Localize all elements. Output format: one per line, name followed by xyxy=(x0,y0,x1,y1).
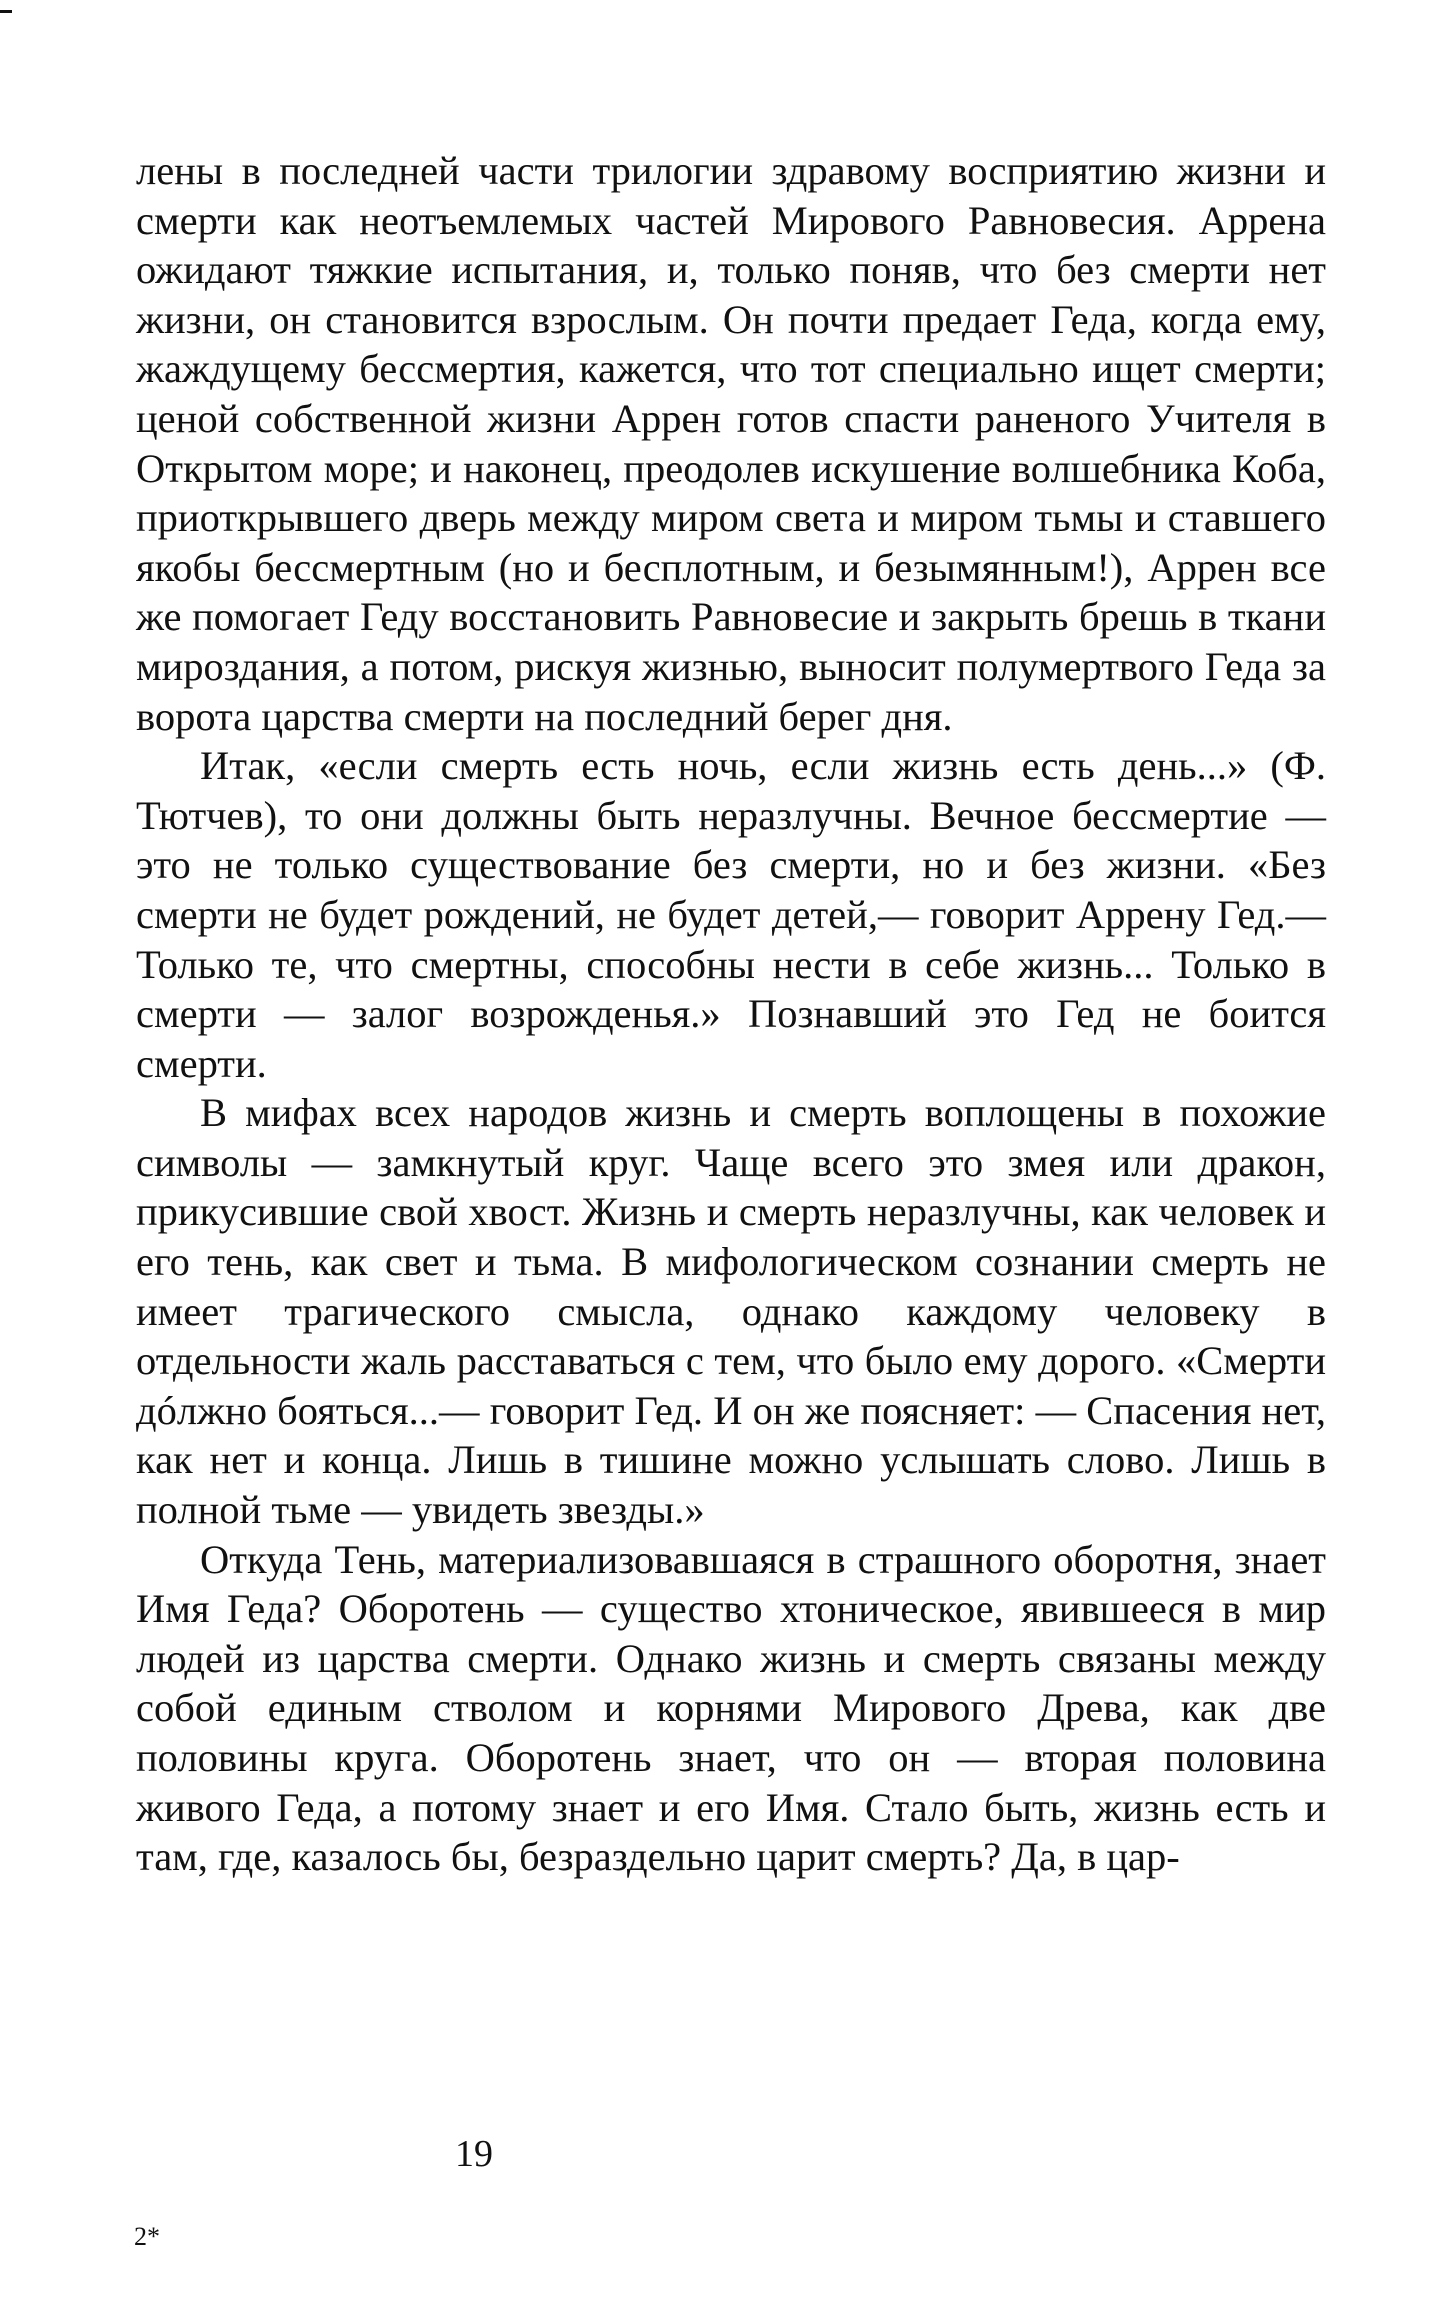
paragraph-4: Откуда Тень, материализовавшаяся в страшного оборотня, знает Имя Геда? Оборотень — существо хтоническое, явившееся в мир людей из царства смерти. Однако жизнь и смерть связаны между собой единым стволом и корнями Мирового Древа, как две половины круга. Оборотень знает, что он — вторая половина живого Геда, а потому знает и его Имя. Стало быть, жизнь есть и там, где, казалось бы, безраздельно царит смерть? Да, в цар- xyxy=(136,1536,1326,1880)
page-number: 19 xyxy=(455,2133,493,2175)
edge-mark xyxy=(0,10,12,13)
signature-mark: 2* xyxy=(134,2222,160,2251)
paragraph-3: В мифах всех народов жизнь и смерть воплощены в похожие символы — замкнутый круг. Чаще всего это змея или дракон, прикусившие свой хвост. Жизнь и смерть неразлучны, как человек и его тень, как свет и тьма. В мифологическом сознании смерть не имеет трагического смысла, однако каждому человеку в отдельности жаль расставаться с тем, что было ему дорого. «Смерти дóлжно бояться...— говорит Гед. И он же поясняет: — Спасения нет, как нет и конца. Лишь в тишине можно услышать слово. Лишь в полной тьме — увидеть звезды.» xyxy=(136,1090,1326,1533)
paragraph-2: Итак, «если смерть есть ночь, если жизнь есть день...» (Ф. Тютчев), то они должны быть неразлучны. Вечное бессмертие — это не только существование без смерти, но и без жизни. «Без смерти не будет рождений, не будет детей,— говорит Аррену Гед.— Только те, что смертны, способны нести в себе жизнь... Только в смерти — залог возрожденья.» Познавший это Гед не боится смерти. xyxy=(136,743,1326,1086)
paragraph-1: лены в последней части трилогии здравому восприятию жизни и смерти как неотъемлемых частей Мирового Равновесия. Аррена ожидают тяжкие испытания, и, только поняв, что без смерти нет жизни, он становится взрослым. Он почти предает Геда, когда ему, жаждущему бессмертия, кажется, что тот специально ищет смерти; ценой собственной жизни Аррен готов спасти раненого Учителя в Открытом море; и наконец, преодолев искушение волшебника Коба, приоткрывшего дверь между миром света и миром тьмы и ставшего якобы бессмертным (но и бесплотным, и безымянным!), Аррен все же помогает Геду восстановить Равновесие и закрыть брешь в ткани мироздания, а потом, рискуя жизнью, выносит полумертвого Геда за ворота царства смерти на последний берег дня. xyxy=(136,148,1326,739)
body-text xyxy=(136,146,1326,1882)
